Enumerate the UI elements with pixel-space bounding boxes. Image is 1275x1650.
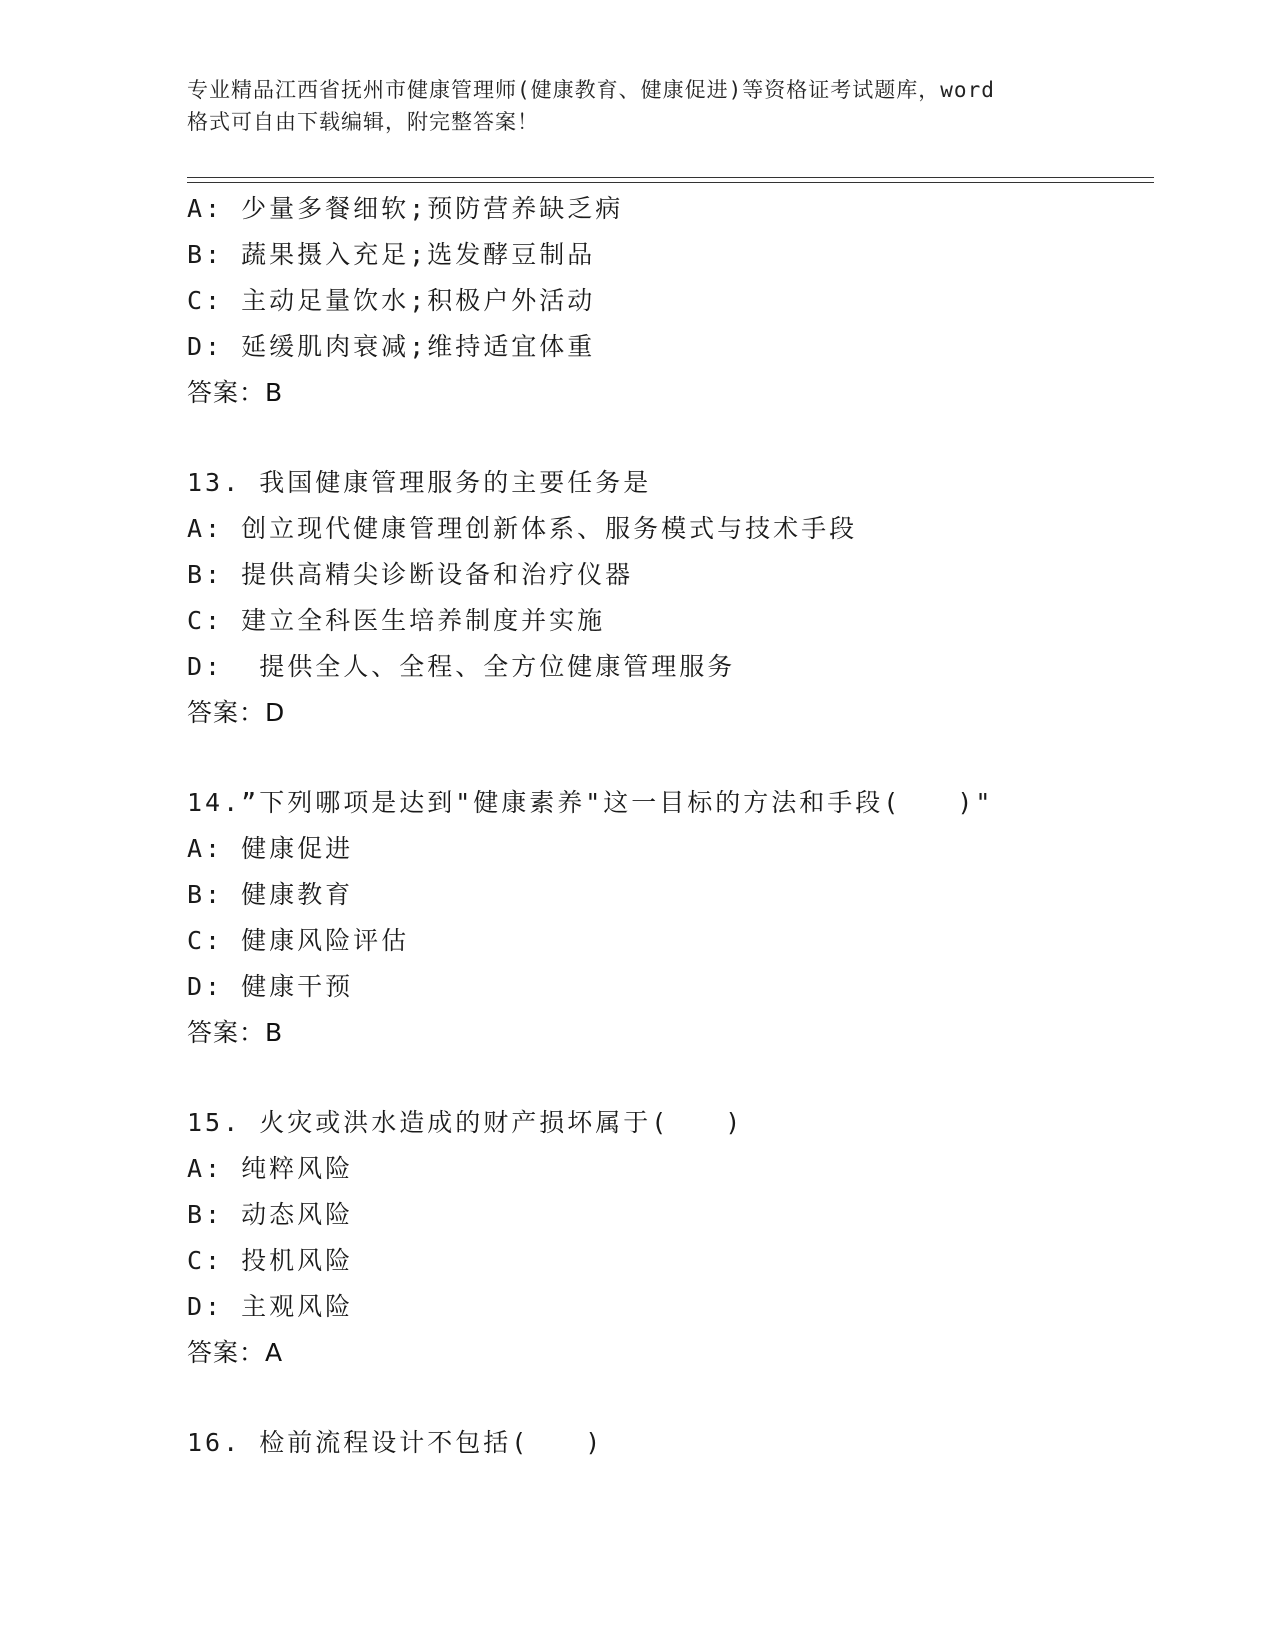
option-d: D: 延缓肌肉衰减;维持适宜体重	[187, 332, 596, 361]
option-b: B: 健康教育	[187, 880, 354, 909]
header-divider-top	[187, 177, 1154, 178]
question-list	[187, 186, 1147, 1466]
question-text: 13. 我国健康管理服务的主要任务是	[187, 468, 652, 497]
option-d: D: 健康干预	[187, 972, 354, 1001]
answer-line: 答案：D	[187, 698, 286, 727]
answer-line: 答案：B	[187, 378, 284, 407]
answer-line: 答案：A	[187, 1338, 284, 1367]
block-spacer	[187, 1056, 1147, 1100]
question-text: 14.”下列哪项是达到"健康素养"这一目标的方法和手段( )"	[187, 788, 994, 817]
block-spacer	[187, 736, 1147, 780]
answer-line: 答案：B	[187, 1018, 284, 1047]
block-spacer	[187, 416, 1147, 460]
option-c: C: 投机风险	[187, 1246, 354, 1275]
option-a: A: 少量多餐细软;预防营养缺乏病	[187, 194, 624, 223]
question-text: 15. 火灾或洪水造成的财产损坏属于( )	[187, 1108, 744, 1137]
option-c: C: 主动足量饮水;积极户外活动	[187, 286, 596, 315]
option-a: A: 创立现代健康管理创新体系、服务模式与技术手段	[187, 514, 858, 543]
question-text: 16. 检前流程设计不包括( )	[187, 1428, 604, 1457]
option-a: A: 健康促进	[187, 834, 354, 863]
option-c: C: 健康风险评估	[187, 926, 410, 955]
option-b: B: 蔬果摄入充足;选发酵豆制品	[187, 240, 596, 269]
option-d: D: 主观风险	[187, 1292, 354, 1321]
question-block-13	[187, 460, 1147, 736]
header-line-2: 格式可自由下载编辑，附完整答案！	[187, 110, 539, 134]
question-block-15	[187, 1100, 1147, 1376]
document-header	[187, 74, 1087, 138]
option-d: D: 提供全人、全程、全方位健康管理服务	[187, 652, 736, 681]
option-b: B: 提供高精尖诊断设备和治疗仪器	[187, 560, 634, 589]
option-a: A: 纯粹风险	[187, 1154, 354, 1183]
option-c: C: 建立全科医生培养制度并实施	[187, 606, 606, 635]
header-line-1: 专业精品江西省抚州市健康管理师(健康教育、健康促进)等资格证考试题库，word	[187, 78, 995, 102]
question-block-14	[187, 780, 1147, 1056]
header-divider-bottom	[187, 182, 1154, 183]
question-block-12	[187, 186, 1147, 416]
question-block-16	[187, 1420, 1147, 1466]
option-b: B: 动态风险	[187, 1200, 354, 1229]
block-spacer	[187, 1376, 1147, 1420]
